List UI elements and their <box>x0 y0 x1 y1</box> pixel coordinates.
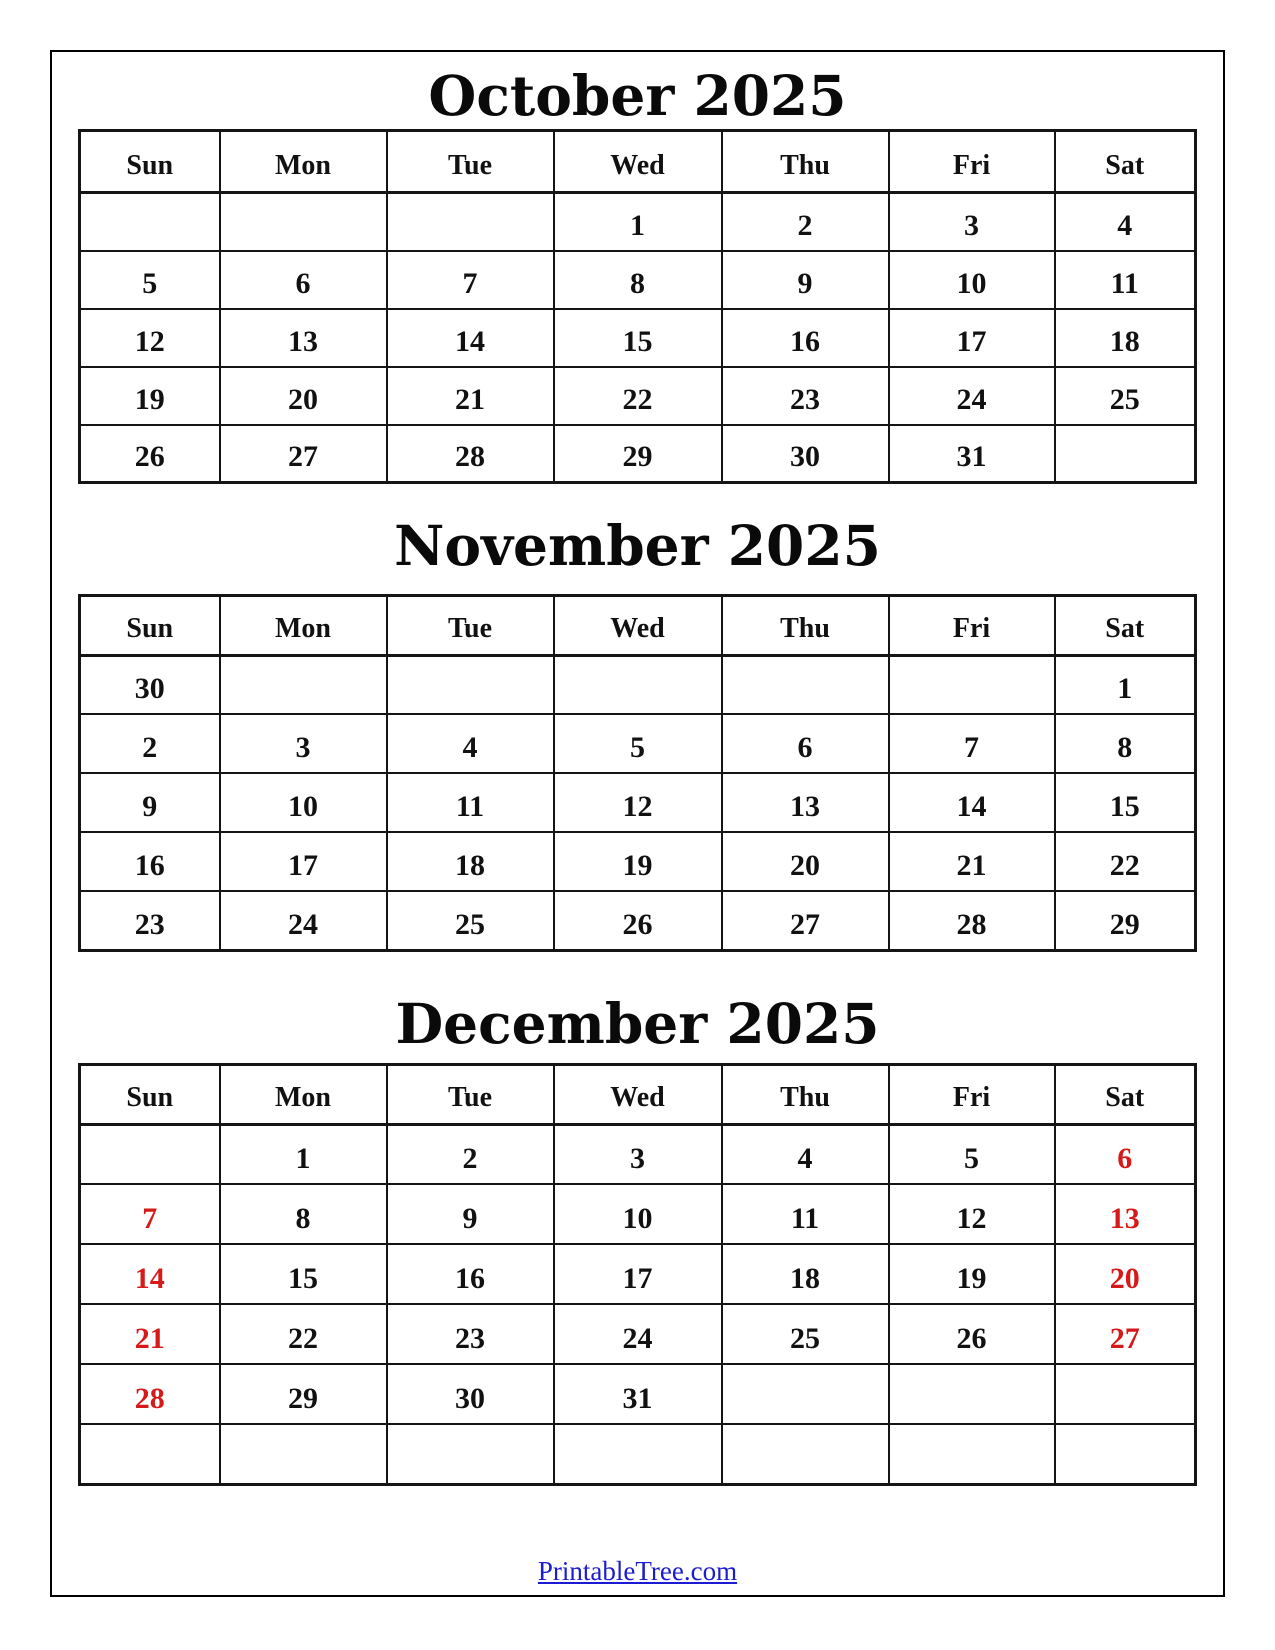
empty-date-cell <box>80 1424 220 1484</box>
printabletree-link[interactable]: PrintableTree.com <box>537 1555 738 1586</box>
date-cell-november-12: 12 <box>554 773 722 832</box>
date-cell-october-28: 28 <box>387 425 554 483</box>
day-header-tue: Tue <box>387 1064 554 1124</box>
day-header-wed: Wed <box>554 131 722 193</box>
date-cell-october-30: 30 <box>722 425 889 483</box>
week-row <box>80 1424 1196 1484</box>
date-cell-december-11: 11 <box>722 1184 889 1244</box>
day-header-fri: Fri <box>889 1064 1055 1124</box>
week-row <box>80 1244 1196 1304</box>
day-header-fri: Fri <box>889 131 1055 193</box>
empty-date-cell <box>554 655 722 714</box>
date-cell-december-6: 6 <box>1055 1124 1196 1184</box>
date-cell-december-14: 14 <box>80 1244 220 1304</box>
month-section-november <box>52 514 1223 951</box>
weekday-header-row <box>80 131 1196 193</box>
date-cell-november-4: 4 <box>387 714 554 773</box>
calendar-root <box>52 64 1223 1486</box>
week-row <box>80 367 1196 425</box>
date-cell-november-6: 6 <box>722 714 889 773</box>
date-cell-december-3: 3 <box>554 1124 722 1184</box>
day-header-wed: Wed <box>554 1064 722 1124</box>
empty-date-cell <box>722 1424 889 1484</box>
month-section-october <box>52 64 1223 484</box>
weekday-header-row <box>80 1064 1196 1124</box>
month-title-december: December 2025 <box>395 990 880 1056</box>
date-cell-december-20: 20 <box>1055 1244 1196 1304</box>
week-row <box>80 1364 1196 1424</box>
day-header-sat: Sat <box>1055 595 1196 655</box>
date-cell-december-19: 19 <box>889 1244 1055 1304</box>
date-cell-november-14: 14 <box>889 773 1055 832</box>
date-cell-october-20: 20 <box>220 367 387 425</box>
date-cell-december-24: 24 <box>554 1304 722 1364</box>
empty-date-cell <box>387 193 554 251</box>
date-cell-october-26: 26 <box>80 425 220 483</box>
date-cell-october-7: 7 <box>387 251 554 309</box>
week-row <box>80 1304 1196 1364</box>
date-cell-november-19: 19 <box>554 832 722 891</box>
date-cell-october-24: 24 <box>889 367 1055 425</box>
date-cell-november-30: 30 <box>80 655 220 714</box>
week-row <box>80 1184 1196 1244</box>
date-cell-december-8: 8 <box>220 1184 387 1244</box>
date-cell-november-18: 18 <box>387 832 554 891</box>
empty-date-cell <box>554 1424 722 1484</box>
date-cell-december-30: 30 <box>387 1364 554 1424</box>
day-header-mon: Mon <box>220 595 387 655</box>
date-cell-november-7: 7 <box>889 714 1055 773</box>
date-cell-october-8: 8 <box>554 251 722 309</box>
date-cell-december-10: 10 <box>554 1184 722 1244</box>
empty-date-cell <box>889 1424 1055 1484</box>
date-cell-november-16: 16 <box>80 832 220 891</box>
empty-date-cell <box>80 193 220 251</box>
weekday-header-row <box>80 595 1196 655</box>
empty-date-cell <box>220 1424 387 1484</box>
date-cell-november-2: 2 <box>80 714 220 773</box>
date-cell-december-5: 5 <box>889 1124 1055 1184</box>
empty-date-cell <box>387 655 554 714</box>
date-cell-october-2: 2 <box>722 193 889 251</box>
date-cell-october-12: 12 <box>80 309 220 367</box>
day-header-sun: Sun <box>80 131 220 193</box>
empty-date-cell <box>220 655 387 714</box>
date-cell-october-11: 11 <box>1055 251 1196 309</box>
day-header-tue: Tue <box>387 595 554 655</box>
date-cell-october-23: 23 <box>722 367 889 425</box>
date-cell-october-5: 5 <box>80 251 220 309</box>
day-header-tue: Tue <box>387 131 554 193</box>
date-cell-december-15: 15 <box>220 1244 387 1304</box>
date-cell-december-18: 18 <box>722 1244 889 1304</box>
date-cell-october-4: 4 <box>1055 193 1196 251</box>
week-row <box>80 891 1196 950</box>
october-calendar-table <box>78 129 1197 484</box>
day-header-wed: Wed <box>554 595 722 655</box>
week-row <box>80 309 1196 367</box>
date-cell-december-1: 1 <box>220 1124 387 1184</box>
empty-date-cell <box>1055 425 1196 483</box>
day-header-sun: Sun <box>80 1064 220 1124</box>
weekday-header-row <box>80 131 1196 193</box>
date-cell-november-13: 13 <box>722 773 889 832</box>
date-cell-october-6: 6 <box>220 251 387 309</box>
date-cell-october-1: 1 <box>554 193 722 251</box>
date-cell-december-29: 29 <box>220 1364 387 1424</box>
date-cell-december-23: 23 <box>387 1304 554 1364</box>
day-header-mon: Mon <box>220 1064 387 1124</box>
date-cell-october-17: 17 <box>889 309 1055 367</box>
date-cell-december-27: 27 <box>1055 1304 1196 1364</box>
date-cell-november-10: 10 <box>220 773 387 832</box>
date-cell-october-16: 16 <box>722 309 889 367</box>
date-cell-october-25: 25 <box>1055 367 1196 425</box>
date-cell-november-8: 8 <box>1055 714 1196 773</box>
weekday-header-row <box>80 595 1196 655</box>
date-cell-october-15: 15 <box>554 309 722 367</box>
day-header-fri: Fri <box>889 595 1055 655</box>
date-cell-december-9: 9 <box>387 1184 554 1244</box>
empty-date-cell <box>80 1124 220 1184</box>
empty-date-cell <box>1055 1364 1196 1424</box>
page-frame <box>50 50 1225 1597</box>
date-cell-october-31: 31 <box>889 425 1055 483</box>
date-cell-november-3: 3 <box>220 714 387 773</box>
date-cell-november-1: 1 <box>1055 655 1196 714</box>
date-cell-november-26: 26 <box>554 891 722 950</box>
date-cell-november-9: 9 <box>80 773 220 832</box>
footer <box>52 1556 1223 1587</box>
date-cell-november-21: 21 <box>889 832 1055 891</box>
week-row <box>80 193 1196 251</box>
date-cell-december-21: 21 <box>80 1304 220 1364</box>
december-calendar-table <box>78 1063 1197 1486</box>
week-row <box>80 714 1196 773</box>
week-row <box>80 655 1196 714</box>
date-cell-december-26: 26 <box>889 1304 1055 1364</box>
day-header-sat: Sat <box>1055 1064 1196 1124</box>
date-cell-december-31: 31 <box>554 1364 722 1424</box>
date-cell-november-11: 11 <box>387 773 554 832</box>
day-header-thu: Thu <box>722 595 889 655</box>
empty-date-cell <box>722 1364 889 1424</box>
date-cell-october-22: 22 <box>554 367 722 425</box>
week-row <box>80 832 1196 891</box>
date-cell-december-28: 28 <box>80 1364 220 1424</box>
date-cell-october-21: 21 <box>387 367 554 425</box>
day-header-sun: Sun <box>80 595 220 655</box>
empty-date-cell <box>722 655 889 714</box>
date-cell-october-19: 19 <box>80 367 220 425</box>
date-cell-november-15: 15 <box>1055 773 1196 832</box>
date-cell-december-16: 16 <box>387 1244 554 1304</box>
date-cell-december-22: 22 <box>220 1304 387 1364</box>
date-cell-october-3: 3 <box>889 193 1055 251</box>
date-cell-november-28: 28 <box>889 891 1055 950</box>
month-title-october: October 2025 <box>428 63 847 128</box>
date-cell-november-5: 5 <box>554 714 722 773</box>
empty-date-cell <box>220 193 387 251</box>
date-cell-november-24: 24 <box>220 891 387 950</box>
month-section-december <box>52 992 1223 1486</box>
empty-date-cell <box>889 1364 1055 1424</box>
date-cell-november-29: 29 <box>1055 891 1196 950</box>
date-cell-october-9: 9 <box>722 251 889 309</box>
weekday-header-row <box>80 1064 1196 1124</box>
day-header-thu: Thu <box>722 131 889 193</box>
day-header-thu: Thu <box>722 1064 889 1124</box>
date-cell-october-10: 10 <box>889 251 1055 309</box>
november-calendar-table <box>78 594 1197 952</box>
date-cell-october-27: 27 <box>220 425 387 483</box>
date-cell-november-25: 25 <box>387 891 554 950</box>
date-cell-december-12: 12 <box>889 1184 1055 1244</box>
date-cell-november-17: 17 <box>220 832 387 891</box>
month-title-november: November 2025 <box>394 513 881 579</box>
week-row <box>80 773 1196 832</box>
empty-date-cell <box>889 655 1055 714</box>
day-header-mon: Mon <box>220 131 387 193</box>
date-cell-october-13: 13 <box>220 309 387 367</box>
week-row <box>80 251 1196 309</box>
date-cell-december-13: 13 <box>1055 1184 1196 1244</box>
date-cell-december-7: 7 <box>80 1184 220 1244</box>
day-header-sat: Sat <box>1055 131 1196 193</box>
date-cell-november-22: 22 <box>1055 832 1196 891</box>
date-cell-november-20: 20 <box>722 832 889 891</box>
date-cell-october-14: 14 <box>387 309 554 367</box>
week-row <box>80 1124 1196 1184</box>
date-cell-december-17: 17 <box>554 1244 722 1304</box>
date-cell-october-29: 29 <box>554 425 722 483</box>
empty-date-cell <box>1055 1424 1196 1484</box>
date-cell-december-4: 4 <box>722 1124 889 1184</box>
week-row <box>80 425 1196 483</box>
date-cell-november-27: 27 <box>722 891 889 950</box>
empty-date-cell <box>387 1424 554 1484</box>
date-cell-december-25: 25 <box>722 1304 889 1364</box>
date-cell-november-23: 23 <box>80 891 220 950</box>
date-cell-december-2: 2 <box>387 1124 554 1184</box>
date-cell-october-18: 18 <box>1055 309 1196 367</box>
